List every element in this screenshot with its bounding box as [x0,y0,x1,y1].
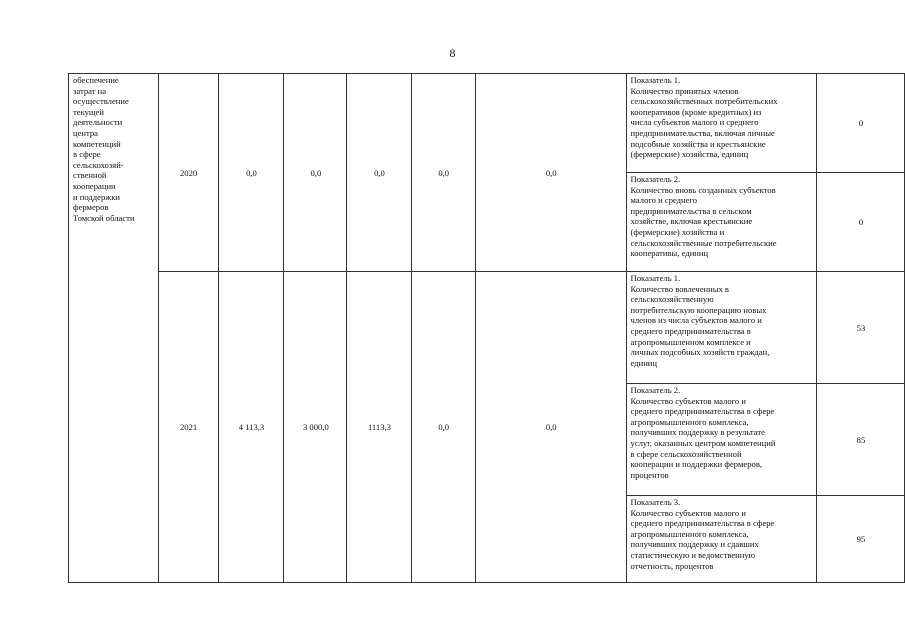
indicator-value: 85 [816,384,904,496]
funding-cell: 3 000,0 [284,272,347,583]
funding-cell: 0,0 [475,272,626,583]
indicator-cell [626,272,816,384]
indicator-title: Показатель 3. [630,497,681,507]
funding-cell: 0,0 [475,74,626,272]
indicator-value: 0 [816,173,904,272]
indicator-text: Количество субъектов малого и среднего предпринимательства в сфере агропромышленного комплекса, получивших поддержку в результате услуг, оказанных центром компетенций в сфере сельскохозяйственной кооперации и поддержки фермеров, процентов [630,395,776,480]
indicator-cell [626,74,816,173]
table-row [69,272,905,384]
indicator-title: Показатель 2. [630,174,681,184]
funding-cell: 0,0 [411,74,475,272]
indicator-title: Показатель 1. [630,273,681,283]
funding-cell: 0,0 [411,272,475,583]
event-description: обеспечение затрат на осуществление текущей деятельности центра компетенций в сфере сельскохозяй- ственной кооперации и поддержки фермеров Томской области [73,75,135,223]
funding-cell: 1113,3 [347,272,411,583]
indicator-value: 53 [816,272,904,384]
year-cell: 2021 [158,272,218,583]
event-description-cell [69,74,159,583]
indicator-value: 0 [816,74,904,173]
total-cell: 0,0 [218,74,284,272]
indicator-text: Количество вновь созданных субъектов малого и среднего предпринимательства в сельском хозяйстве, включая крестьянские (фермерские) хозяйства и сельскохозяйственные потребительские кооперативы, единиц [630,184,777,259]
program-table [68,73,905,583]
indicator-title: Показатель 1. [630,75,681,85]
table-row [69,74,905,173]
year-cell: 2020 [158,74,218,272]
indicator-cell [626,173,816,272]
indicator-cell [626,384,816,496]
indicator-cell [626,496,816,583]
funding-cell: 0,0 [284,74,347,272]
indicator-value: 95 [816,496,904,583]
indicator-text: Количество субъектов малого и среднего предпринимательства в сфере агропромышленного комплекса, получивших поддержку и сдавших статистическую и ведомственную отчетность, процентов [630,507,775,571]
indicator-text: Количество принятых членов сельскохозяйственных потребительских кооперативов (кроме кредитных) из числа субъектов малого и среднего предпринимательства, включая личные подсобные хозяйства и крестьянские (фермерские) хозяйства, единиц [630,85,778,160]
indicator-text: Количество вовлеченных в сельскохозяйственную потребительскую кооперацию новых членов из числа субъектов малого и среднего предпринимательства в агропромышленном комплексе и личных подсобных хозяйств граждан, единиц [630,283,770,368]
total-cell: 4 113,3 [218,272,284,583]
page-number: 8 [449,46,456,60]
indicator-title: Показатель 2. [630,385,681,395]
funding-cell: 0,0 [347,74,411,272]
